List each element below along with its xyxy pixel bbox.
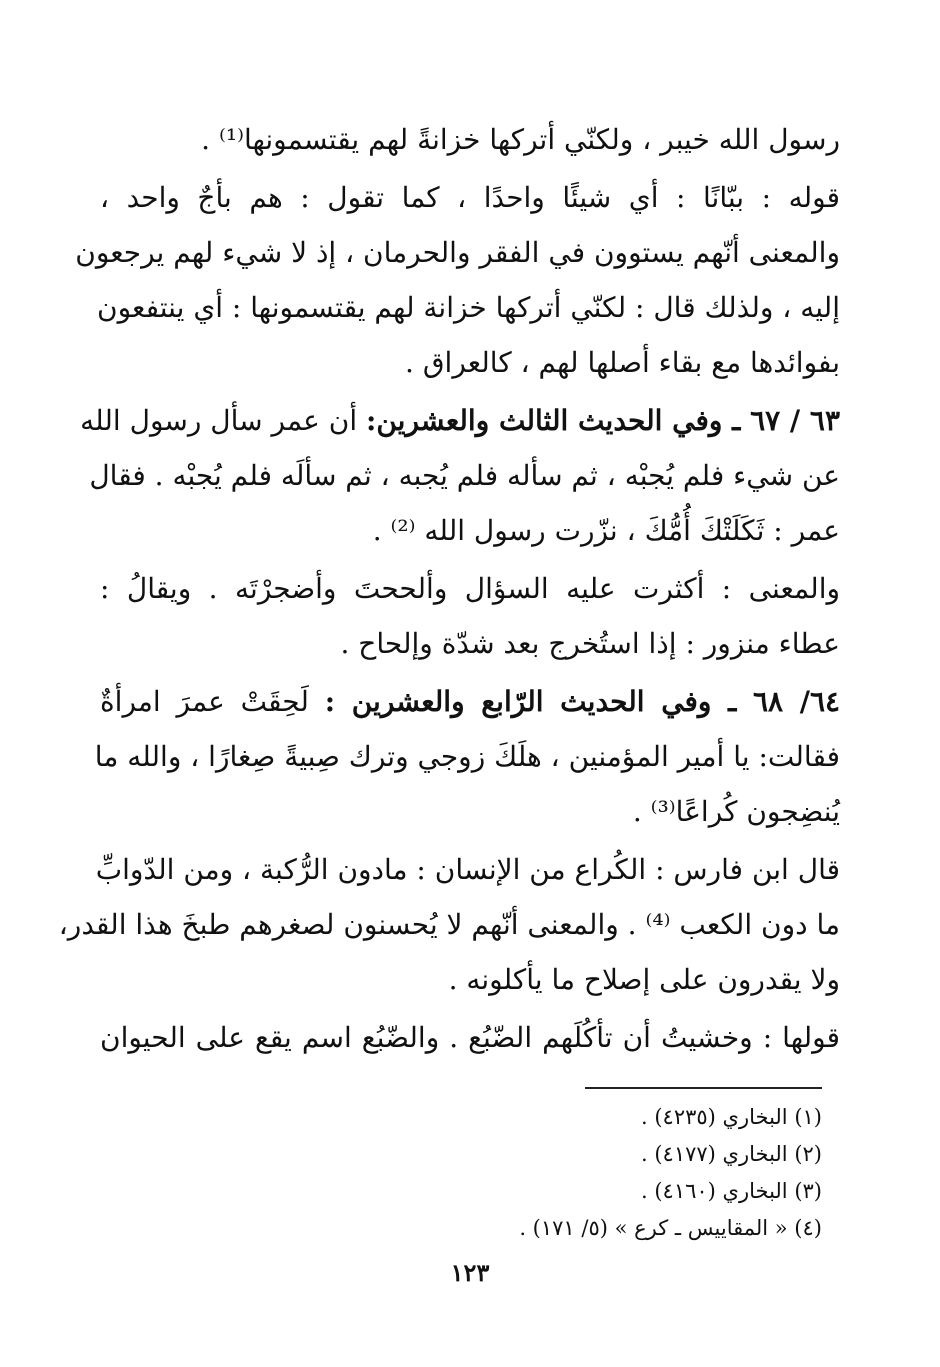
main-text (58, 112, 841, 1065)
text-line: يُنضِجون كُراعًا⁽³⁾ . (632, 795, 840, 828)
footnotes (300, 1099, 822, 1247)
text-line: قولها : وخشيتُ أن تأكُلَهم الضّبُع . والضّبُع اسم يقع على الحيوان (100, 1021, 840, 1054)
hadith-heading: ٦٤/ ٦٨ ـ وفي الحديث الرّابع والعشرين : (324, 685, 841, 718)
text-line: ما دون الكعب ⁽⁴⁾ . والمعنى أنّهم لا يُحسنون لصغرهم طبخَ هذا القدر، (58, 908, 840, 941)
text-line: ولا يقدرون على إصلاح ما يأكلونه . (448, 963, 840, 996)
text-line: عطاء منزور : إذا استُخرج بعد شدّة وإلحاح . (340, 627, 840, 660)
footnote: (٢) البخاري (٤١٧٧) . (641, 1142, 822, 1166)
text-line: عن شيء فلم يُجبْه ، ثم سأله فلم يُجبه ، ثم سألَه فلم يُجبْه . فقال (89, 459, 840, 492)
hadith-heading: ٦٣ / ٦٧ ـ وفي الحديث الثالث والعشرين: (366, 404, 840, 437)
page-number: ١٢٣ (450, 1258, 490, 1287)
hadith-heading-rest: أن عمر سأل رسول الله (80, 404, 367, 437)
text-line: رسول الله خيبر ، ولكنّي أتركها خزانةً لهم يقتسمونها⁽¹⁾ . (201, 123, 840, 156)
footnote: (٣) البخاري (٤١٦٠) . (641, 1179, 822, 1203)
footnote: (٤) « المقاييس ـ كرع » (٥/ ١٧١) . (519, 1216, 822, 1240)
text-line: فقالت: يا أمير المؤمنين ، هلَكَ زوجي وترك صِبيةً صِغارًا ، والله ما (94, 740, 840, 773)
hadith-heading-rest: لَحِقَتْ عمرَ امرأةٌ (100, 685, 325, 718)
footnote: (١) البخاري (٤٢٣٥) . (641, 1105, 822, 1129)
hadith-heading-line (80, 393, 840, 448)
text-line: والمعنى : أكثرت عليه السؤال وألححتَ وأضجرْتَه . ويقالُ : (100, 572, 840, 605)
text-line: إليه ، ولذلك قال : لكنّي أتركها خزانة لهم يقتسمونها : أي ينتفعون (97, 291, 840, 324)
footnote-divider (585, 1087, 822, 1089)
text-line: والمعنى أنّهم يستوون في الفقر والحرمان ، إذ لا شيء لهم يرجعون (75, 236, 840, 269)
text-line: قوله : ببّانًا : أي شيئًا واحدًا ، كما تقول : هم بأجٌ واحد ، (100, 181, 840, 214)
text-line: بفوائدها مع بقاء أصلها لهم ، كالعراق . (405, 346, 840, 379)
text-line: عمر : ثَكَلَتْكَ أُمُّكَ ، نزّرت رسول الله ⁽²⁾ . (372, 514, 840, 547)
text-line: قال ابن فارس : الكُراع من الإنسان : مادون الرُّكبة ، ومن الدّوابِّ (95, 853, 840, 886)
hadith-heading-line (100, 674, 840, 729)
